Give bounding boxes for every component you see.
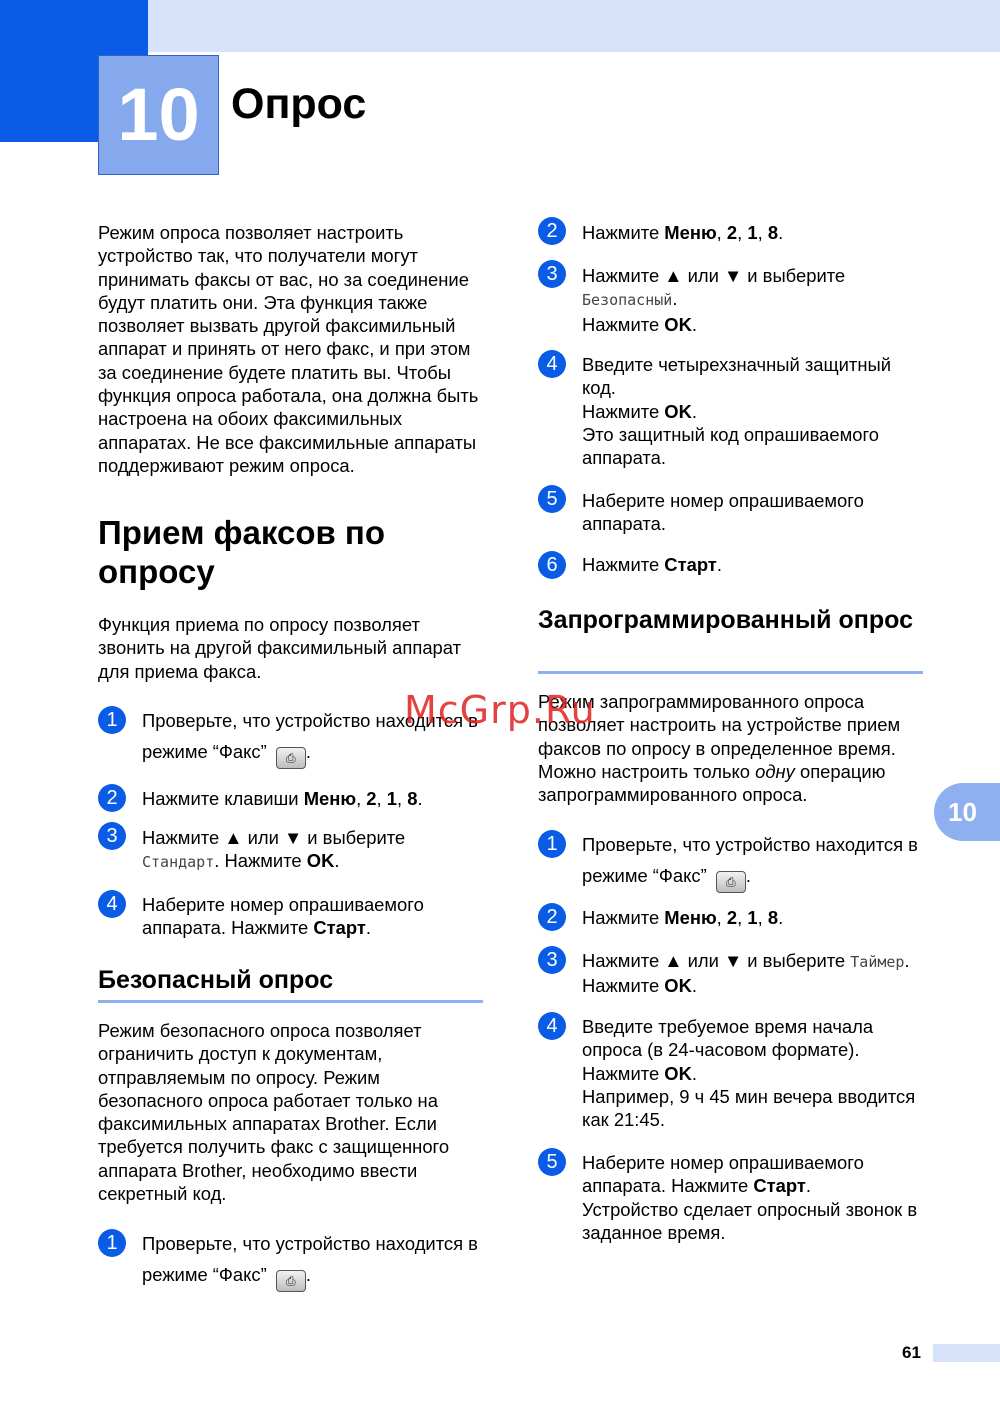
sep: , — [757, 222, 768, 243]
section-paragraph: Функция приема по опросу позволяет звонить на другой факсимильный аппарат для приема факса. — [98, 614, 462, 682]
secure-paragraph: Режим безопасного опроса позволяет ограничить доступ к документам, отправляемым по опросу. Режим безопасного опроса работает только на факсимильных аппаратах Brother. Если требуется получить факс с защищенного аппарата Brother, необходимо ввести секретный код. — [98, 1020, 450, 1205]
step-text: Нажмите клавиши — [142, 788, 304, 809]
step-text: Нажмите — [582, 313, 665, 335]
timer-text-1: Режим запрограммированного опроса позволяет настроить на устройстве прием факсов по опросу в определенное время. Можно настроить только — [538, 691, 901, 782]
sep: . — [691, 1062, 698, 1084]
step-number: 5 — [538, 1148, 566, 1176]
step-text: Наберите номер опрашиваемого аппарата. Нажмите — [142, 894, 424, 939]
step-number: 2 — [98, 784, 126, 812]
sep: , — [356, 788, 367, 809]
sep: . — [716, 554, 722, 575]
step-example: Например, 9 ч 45 мин вечера вводится как 21:45. — [582, 1085, 916, 1131]
sep: . — [778, 907, 784, 928]
watermark: McGrp.Ru — [404, 688, 596, 732]
step-number: 4 — [538, 1012, 566, 1040]
step-text-end: . — [305, 741, 311, 762]
key-1: 1 — [747, 907, 758, 928]
key-ok: OK — [664, 313, 692, 335]
sep: . — [904, 950, 910, 971]
sep: . — [778, 222, 784, 243]
sep: . — [691, 400, 698, 422]
key-1: 1 — [386, 788, 397, 809]
key-ok: OK — [664, 400, 692, 422]
sep: . — [691, 975, 698, 997]
step-text: Нажмите — [582, 222, 665, 243]
menu-option: Безопасный — [582, 291, 673, 310]
step-text: Нажмите — [582, 907, 665, 928]
section-title: Прием факсов по опросу — [98, 514, 386, 590]
sep: , — [737, 907, 748, 928]
step-number: 2 — [538, 903, 566, 931]
secure-step-1 — [98, 1229, 483, 1289]
step-text: Нажмите ▲ или ▼ и выберите — [142, 827, 406, 848]
key-8: 8 — [767, 222, 779, 243]
sep: , — [716, 907, 727, 928]
key-menu: Меню — [303, 788, 357, 809]
step-text-end: . — [305, 1264, 311, 1285]
sep: . — [672, 288, 678, 310]
key-ok: OK — [306, 850, 335, 872]
step-text: Нажмите ▲ или ▼ и выберите — [582, 950, 851, 971]
step-text: Нажмите — [582, 1062, 665, 1084]
sep: , — [716, 222, 727, 243]
key-2: 2 — [726, 222, 738, 243]
sep: . — [365, 917, 372, 939]
section-rule — [538, 671, 923, 674]
section-text — [98, 613, 483, 683]
sep: . — [334, 850, 340, 872]
key-8: 8 — [767, 907, 779, 928]
timer-text-emphasis: одну — [755, 760, 795, 782]
chapter-number: 10 — [98, 55, 219, 175]
step-text: Введите требуемое время начала опроса (в 24-часовом формате). — [582, 1016, 874, 1061]
step-text: Нажмите — [582, 554, 665, 575]
key-ok: OK — [664, 975, 692, 997]
subsection-title-timer: Запрограммированный опрос — [538, 606, 913, 634]
key-ok: OK — [664, 1062, 692, 1084]
fax-key-icon: ⎙ — [276, 747, 306, 769]
step-text: Введите четырехзначный защитный код. — [582, 354, 891, 399]
timer-text — [538, 690, 923, 806]
key-2: 2 — [726, 907, 738, 928]
key-1: 1 — [747, 222, 758, 243]
subsection-title-secure: Безопасный опрос — [98, 966, 334, 994]
timer-text-2: операцию запрограммированного опроса. — [538, 760, 886, 806]
fax-key-icon: ⎙ — [276, 1270, 306, 1292]
step-number: 1 — [98, 1229, 126, 1257]
step-number: 2 — [538, 217, 566, 245]
step-text: Наберите номер опрашиваемого аппарата. — [582, 490, 864, 535]
section-rule — [98, 1000, 483, 1003]
sep: , — [376, 788, 387, 809]
chapter-title: Опрос — [231, 80, 367, 128]
key-menu: Меню — [664, 222, 717, 243]
intro-paragraph: Режим опроса позволяет настроить устройство так, что получатели могут принимать факсы от вас, но за соединение будут платить они. Эта функция также позволяет вызвать другой факсимильный аппарат и принять от него факс, и при этом за соединение будете платить вы. Чтобы функция опроса работала, она должна быть настроена на обоих факсимильных аппаратах. Не все факсимильные аппараты поддерживают режим опроса. — [98, 222, 479, 476]
menu-option: Таймер — [850, 953, 905, 971]
key-start: Старт — [664, 554, 717, 575]
step-text: Нажмите — [582, 400, 665, 422]
footer-bar — [933, 1344, 1000, 1362]
step-number: 3 — [98, 822, 126, 850]
left-intro — [98, 221, 483, 477]
key-menu: Меню — [664, 907, 717, 928]
step-text: Нажмите — [582, 975, 665, 997]
step-text: . Нажмите — [214, 850, 307, 872]
step-text: Проверьте, что устройство находится в режиме “Факс” — [142, 1233, 478, 1285]
sep: , — [397, 788, 408, 809]
sep: . — [691, 313, 698, 335]
key-8: 8 — [407, 788, 418, 809]
step-number: 5 — [538, 485, 566, 513]
page-number: 61 — [902, 1343, 921, 1362]
step-number: 4 — [98, 890, 126, 918]
polling-steps — [98, 706, 483, 939]
step-text-end: . — [745, 865, 751, 886]
key-start: Старт — [313, 917, 366, 939]
top-band — [0, 0, 1000, 52]
step-text: Проверьте, что устройство находится в режиме “Факс” — [582, 834, 918, 886]
timer-paragraph — [538, 690, 923, 806]
chapter-side-tab: 10 — [934, 783, 1000, 841]
step-number: 3 — [538, 946, 566, 974]
menu-option: Стандарт — [142, 853, 215, 872]
step-number: 4 — [538, 350, 566, 378]
timer-steps — [538, 830, 923, 1250]
key-2: 2 — [366, 788, 377, 809]
step-number: 1 — [98, 706, 126, 734]
step-text: Проверьте, что устройство находится в режиме “Факс” — [142, 710, 478, 762]
key-start: Старт — [753, 1175, 806, 1197]
sep: . — [805, 1175, 812, 1197]
step-note: Это защитный код опрашиваемого аппарата. — [582, 423, 880, 469]
sep: , — [737, 222, 748, 243]
secure-steps-continued — [538, 217, 923, 587]
step-number: 1 — [538, 830, 566, 858]
step-note: Устройство сделает опросный звонок в заданное время. — [582, 1198, 918, 1243]
step-text: Нажмите ▲ или ▼ и выберите — [582, 265, 846, 286]
secure-text — [98, 1019, 483, 1205]
fax-key-icon: ⎙ — [716, 871, 746, 893]
sep: . — [417, 788, 423, 809]
sep: , — [757, 907, 768, 928]
step-text: Наберите номер опрашиваемого аппарата. Нажмите — [582, 1152, 864, 1197]
step-number: 6 — [538, 551, 566, 579]
step-number: 3 — [538, 260, 566, 288]
